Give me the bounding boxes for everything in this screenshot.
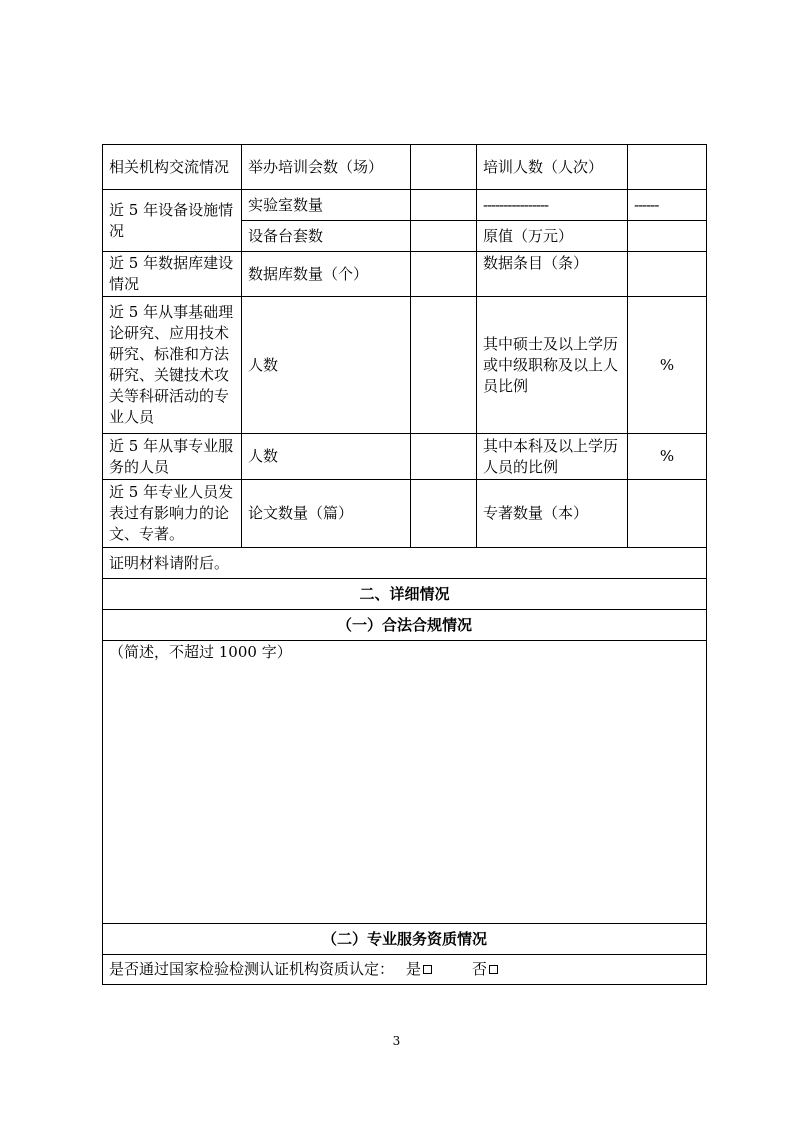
table-row <box>103 548 707 579</box>
table-row <box>103 190 707 221</box>
field-label: 专著数量（本） <box>477 480 628 548</box>
row-label: 近 5 年设备设施情况 <box>103 190 242 252</box>
field-value[interactable] <box>628 145 707 190</box>
table-row <box>103 924 707 955</box>
section-title: 二、详细情况 <box>103 579 707 610</box>
field-value[interactable] <box>411 190 477 221</box>
subsection-title: （一）合法合规情况 <box>103 610 707 641</box>
field-label: 数据库数量（个） <box>242 252 411 297</box>
option-no-label: 否 <box>472 960 488 978</box>
field-value[interactable] <box>411 434 477 480</box>
table-row <box>103 579 707 610</box>
table-row <box>103 252 707 297</box>
no-checkbox[interactable] <box>489 965 498 974</box>
qualification-row <box>103 955 707 985</box>
table-row <box>103 297 707 434</box>
field-label: 原值（万元） <box>477 221 628 252</box>
table-row <box>103 480 707 548</box>
field-label: 举办培训会数（场） <box>242 145 411 190</box>
field-value[interactable] <box>411 480 477 548</box>
placeholder-dashes: ------ <box>628 190 707 221</box>
field-value[interactable] <box>628 221 707 252</box>
row-label: 近 5 年数据库建设情况 <box>103 252 242 297</box>
field-label: 设备台套数 <box>242 221 411 252</box>
field-label: 培训人数（人次） <box>477 145 628 190</box>
row-label: 近 5 年从事专业服务的人员 <box>103 434 242 480</box>
percent-value[interactable]: % <box>628 434 707 480</box>
qualification-question: 是否通过国家检验检测认证机构资质认定： <box>109 960 395 978</box>
field-value[interactable] <box>411 145 477 190</box>
field-value[interactable] <box>411 221 477 252</box>
compliance-text-area[interactable] <box>103 641 707 924</box>
page-number: 3 <box>392 1034 401 1048</box>
yes-checkbox[interactable] <box>423 965 432 974</box>
percent-value[interactable]: % <box>628 297 707 434</box>
row-label: 近 5 年从事基础理论研究、应用技术研究、标准和方法研究、关键技术攻关等科研活动的专业人员 <box>103 297 242 434</box>
table-row <box>103 610 707 641</box>
field-label: 人数 <box>242 434 411 480</box>
field-value[interactable] <box>411 252 477 297</box>
option-yes-label: 是 <box>406 960 422 978</box>
field-value[interactable] <box>411 297 477 434</box>
field-label: 实验室数量 <box>242 190 411 221</box>
field-value[interactable] <box>628 252 707 297</box>
application-form-table <box>102 144 707 985</box>
table-row <box>103 955 707 985</box>
subsection-title: （二）专业服务资质情况 <box>103 924 707 955</box>
field-label: 数据条目（条） <box>477 252 628 297</box>
row-label: 近 5 年专业人员发表过有影响力的论文、专著。 <box>103 480 242 548</box>
field-label: 人数 <box>242 297 411 434</box>
field-label: 其中本科及以上学历人员的比例 <box>477 434 628 480</box>
row-label: 相关机构交流情况 <box>103 145 242 190</box>
text-area-hint: （简述，不超过 1000 字） <box>109 643 292 661</box>
table-row <box>103 641 707 924</box>
field-value[interactable] <box>628 480 707 548</box>
field-label: 其中硕士及以上学历或中级职称及以上人员比例 <box>477 297 628 434</box>
placeholder-dashes: ---------------- <box>477 190 628 221</box>
table-row <box>103 434 707 480</box>
table-row <box>103 145 707 190</box>
note-text: 证明材料请附后。 <box>103 548 707 579</box>
field-label: 论文数量（篇） <box>242 480 411 548</box>
